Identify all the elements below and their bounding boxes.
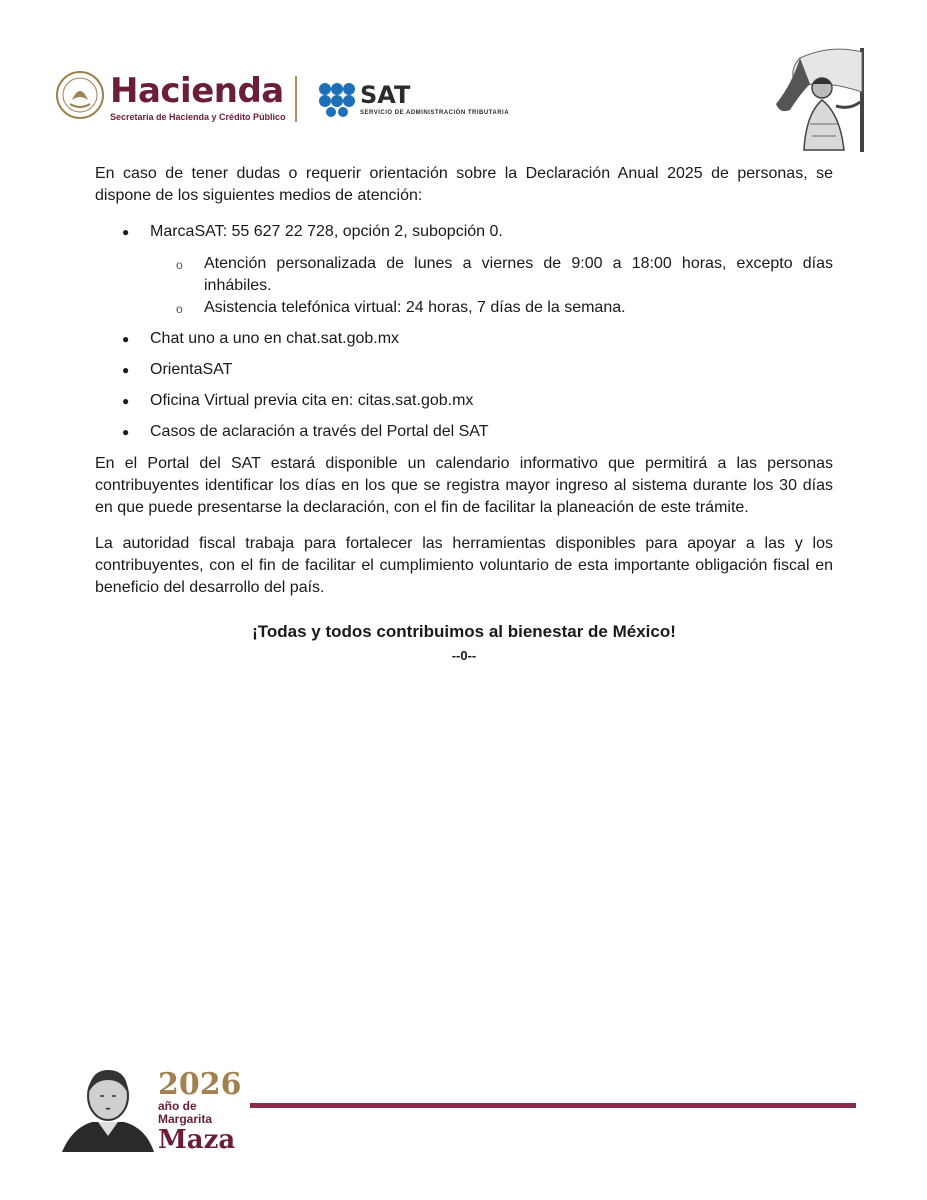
marcasat-text: MarcaSAT: 55 627 22 728, opción 2, subopción 0. xyxy=(150,223,503,240)
year-banner xyxy=(158,1067,242,1155)
bullet-icon: ● xyxy=(122,225,130,239)
marcasat-sublist xyxy=(150,253,833,319)
intro-paragraph: En caso de tener dudas o requerir orientación sobre la Declaración Anual 2025 de personas, se dispone de los siguientes medios de atención: xyxy=(95,165,833,204)
footer-divider xyxy=(250,1103,856,1108)
year-number: 2026 xyxy=(158,1067,242,1102)
sat-name: SAT xyxy=(360,81,411,109)
sat-subtitle: SERVICIO DE ADMINISTRACIÓN TRIBUTARIA xyxy=(360,110,510,116)
list-item xyxy=(95,421,833,443)
hacienda-subtitle: Secretaría de Hacienda y Crédito Público xyxy=(110,112,286,122)
bullet-icon: ● xyxy=(122,363,130,377)
year-line1: año de xyxy=(158,1099,197,1113)
virtual-office-text: Oficina Virtual previa cita en: citas.sat.gob.mx xyxy=(150,392,474,409)
authority-paragraph: La autoridad fiscal trabaja para fortalecer las herramientas disponibles para apoyar a las y los contribuyentes, con el fin de facilitar el cumplimiento voluntario de esta importante obligación fiscal en beneficio del desarrollo del país. xyxy=(95,535,833,596)
virtual-assistance-text: Asistencia telefónica virtual: 24 horas, 7 días de la semana. xyxy=(204,299,626,316)
chat-text: Chat uno a uno en chat.sat.gob.mx xyxy=(150,330,400,347)
sub-bullet-icon: o xyxy=(176,302,183,316)
document-body xyxy=(95,163,833,667)
bullet-icon: ● xyxy=(122,425,130,439)
contact-channels-list xyxy=(95,221,833,443)
sub-bullet-icon: o xyxy=(176,258,183,272)
sat-dots-icon xyxy=(318,82,356,118)
margarita-maza-portrait-icon xyxy=(62,1066,154,1152)
page-header xyxy=(0,0,927,160)
bullet-icon: ● xyxy=(122,332,130,346)
list-item xyxy=(150,253,833,297)
bullet-icon: ● xyxy=(122,394,130,408)
list-item xyxy=(95,390,833,412)
list-item xyxy=(95,221,833,319)
end-mark: --0-- xyxy=(451,648,477,663)
schedule-text: Atención personalizada de lunes a viernes de 9:00 a 18:00 horas, excepto días inhábiles. xyxy=(204,255,833,294)
list-item xyxy=(150,297,833,319)
closing-slogan: ¡Todas y todos contribuimos al bienestar de México! xyxy=(252,622,676,641)
list-item xyxy=(95,359,833,381)
hacienda-title: Hacienda xyxy=(110,71,284,111)
sat-logo xyxy=(360,82,509,116)
header-divider xyxy=(295,76,297,122)
year-name: Maza xyxy=(158,1125,236,1155)
calendar-paragraph: En el Portal del SAT estará disponible un calendario informativo que permitirá a las personas contribuyentes identificar los días en los que se registra mayor ingreso al sistema durante los 30 días en que puede presentarse la declaración, con el fin de facilitar la planeación de este trámite. xyxy=(95,455,833,516)
list-item xyxy=(95,328,833,350)
clarification-text: Casos de aclaración a través del Portal del SAT xyxy=(150,423,489,440)
orientasat-text: OrientaSAT xyxy=(150,361,233,378)
hacienda-logo xyxy=(110,72,286,122)
flag-woman-illustration-icon xyxy=(770,44,876,152)
national-seal-icon xyxy=(55,70,105,120)
year-line2: Margarita xyxy=(158,1112,213,1126)
